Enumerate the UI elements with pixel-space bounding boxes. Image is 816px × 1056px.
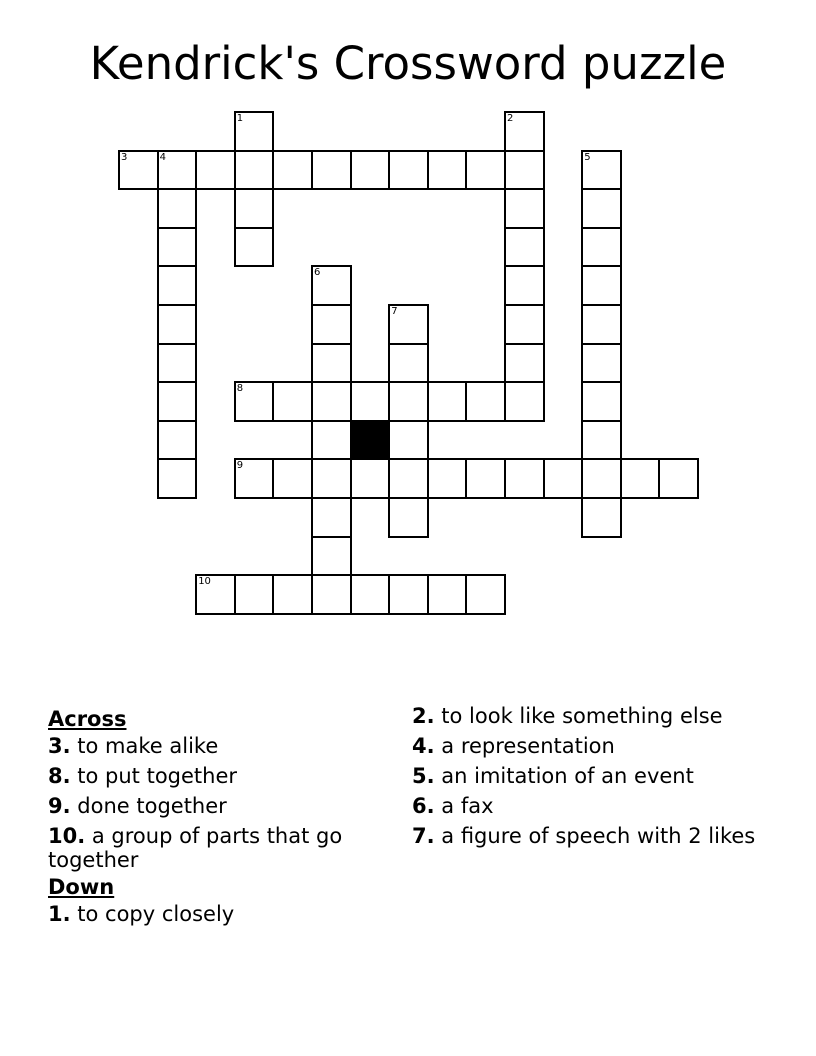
grid-cell[interactable] (388, 150, 429, 191)
grid-cell[interactable] (388, 458, 429, 499)
grid-cell[interactable] (504, 111, 545, 152)
clue-number: 8. (48, 764, 71, 788)
grid-cell[interactable] (465, 150, 506, 191)
grid-cell[interactable] (581, 497, 622, 538)
grid-cell[interactable] (234, 111, 275, 152)
clue-text: a fax (441, 794, 494, 818)
grid-cell[interactable] (350, 381, 391, 422)
grid-cell[interactable] (311, 458, 352, 499)
clue-number: 4. (412, 734, 435, 758)
clues-left-column (48, 704, 398, 932)
across-heading: Across (48, 707, 127, 731)
clue-number: 5. (412, 764, 435, 788)
clue-number: 6. (412, 794, 435, 818)
grid-cell[interactable] (504, 381, 545, 422)
clue-number: 9. (48, 794, 71, 818)
grid-cell[interactable] (658, 458, 699, 499)
grid-cell[interactable] (311, 150, 352, 191)
clue-text: to copy closely (77, 902, 235, 926)
grid-cell[interactable] (504, 188, 545, 229)
grid-cell[interactable] (118, 150, 159, 191)
grid-cell[interactable] (195, 574, 236, 615)
page-title: Kendrick's Crossword puzzle (89, 37, 727, 90)
cell-number: 5 (584, 151, 591, 163)
grid-cell[interactable] (620, 458, 661, 499)
grid-cell[interactable] (388, 420, 429, 461)
grid-cell[interactable] (388, 343, 429, 384)
grid-cell[interactable] (581, 188, 622, 229)
clue-text: to put together (77, 764, 238, 788)
grid-cell[interactable] (581, 304, 622, 345)
grid-cell[interactable] (543, 458, 584, 499)
grid-cell[interactable] (388, 381, 429, 422)
grid-cell[interactable] (504, 150, 545, 191)
grid-cell[interactable] (157, 304, 198, 345)
grid-cell[interactable] (311, 265, 352, 306)
grid-cell[interactable] (157, 381, 198, 422)
clue-down-6 (412, 794, 762, 818)
cell-number: 2 (507, 113, 514, 124)
grid-cell[interactable] (234, 188, 275, 229)
grid-cell[interactable] (350, 150, 391, 191)
grid-cell[interactable] (427, 381, 468, 422)
grid-cell[interactable] (581, 458, 622, 499)
clue-number: 2. (412, 704, 435, 728)
grid-cell[interactable] (311, 381, 352, 422)
clue-text: done together (77, 794, 227, 818)
grid-cell[interactable] (504, 304, 545, 345)
grid-cell[interactable] (504, 458, 545, 499)
grid-cell[interactable] (234, 458, 275, 499)
grid-cell[interactable] (581, 381, 622, 422)
down-heading: Down (48, 875, 115, 899)
grid-cell[interactable] (311, 304, 352, 345)
grid-cell[interactable] (350, 574, 391, 615)
clue-number: 1. (48, 902, 71, 926)
grid-cell[interactable] (581, 343, 622, 384)
clue-number: 7. (412, 824, 435, 848)
grid-cell[interactable] (581, 227, 622, 268)
clue-across-9 (48, 794, 398, 818)
clue-number: 3. (48, 734, 71, 758)
cell-number: 1 (236, 113, 244, 124)
clue-number: 10. (48, 824, 86, 848)
clue-down-2 (412, 704, 762, 728)
grid-cell[interactable] (388, 497, 429, 538)
grid-cell[interactable] (504, 265, 545, 306)
grid-cell[interactable] (157, 343, 198, 384)
grid-cell[interactable] (234, 227, 275, 268)
grid-cell[interactable] (427, 458, 468, 499)
clue-text: a figure of speech with 2 likes (441, 824, 756, 848)
clue-down-4 (412, 734, 762, 758)
clue-text: a group of parts that go together (48, 824, 343, 872)
grid-cell[interactable] (272, 574, 313, 615)
grid-cell[interactable] (234, 381, 275, 422)
grid-cell[interactable] (157, 188, 198, 229)
grid-cell[interactable] (311, 420, 352, 461)
grid-cell[interactable] (311, 536, 352, 577)
cell-number: 10 (198, 576, 211, 588)
clue-text: an imitation of an event (441, 764, 694, 788)
clue-down-5 (412, 764, 762, 788)
clue-down-1 (48, 902, 398, 926)
grid-cell[interactable] (272, 381, 313, 422)
black-cell (350, 420, 391, 461)
grid-cell[interactable] (157, 458, 198, 499)
grid-cell[interactable] (427, 574, 468, 615)
grid-cell[interactable] (195, 150, 236, 191)
clue-text: a representation (441, 734, 615, 758)
grid-cell[interactable] (388, 574, 429, 615)
cell-number: 4 (159, 151, 166, 163)
grid-cell[interactable] (311, 497, 352, 538)
grid-cell[interactable] (157, 150, 198, 191)
cell-number: 7 (391, 306, 398, 317)
cell-number: 9 (236, 460, 244, 472)
clue-text: to look like something else (441, 704, 723, 728)
grid-cell[interactable] (581, 265, 622, 306)
clues-right-column (412, 704, 762, 854)
clue-across-8 (48, 764, 398, 788)
grid-cell[interactable] (234, 574, 275, 615)
grid-cell[interactable] (157, 227, 198, 268)
grid-cell[interactable] (465, 381, 506, 422)
grid-cell[interactable] (581, 150, 622, 191)
clue-across-10 (48, 824, 398, 872)
grid-cell[interactable] (465, 458, 506, 499)
grid-cell[interactable] (350, 458, 391, 499)
cell-number: 6 (314, 267, 321, 279)
grid-cell[interactable] (157, 420, 198, 461)
clue-down-7 (412, 824, 762, 848)
grid-cell[interactable] (311, 343, 352, 384)
cell-number: 3 (121, 151, 128, 163)
grid-cell[interactable] (311, 574, 352, 615)
grid-cell[interactable] (272, 458, 313, 499)
grid-cell[interactable] (234, 150, 275, 191)
grid-cell[interactable] (157, 265, 198, 306)
grid-cell[interactable] (272, 150, 313, 191)
grid-cell[interactable] (427, 150, 468, 191)
cell-number: 8 (236, 383, 244, 395)
grid-cell[interactable] (388, 304, 429, 345)
grid-cell[interactable] (504, 343, 545, 384)
grid-cell[interactable] (581, 420, 622, 461)
grid-cell[interactable] (504, 227, 545, 268)
clue-text: to make alike (77, 734, 219, 758)
clue-across-3 (48, 734, 398, 758)
grid-cell[interactable] (465, 574, 506, 615)
